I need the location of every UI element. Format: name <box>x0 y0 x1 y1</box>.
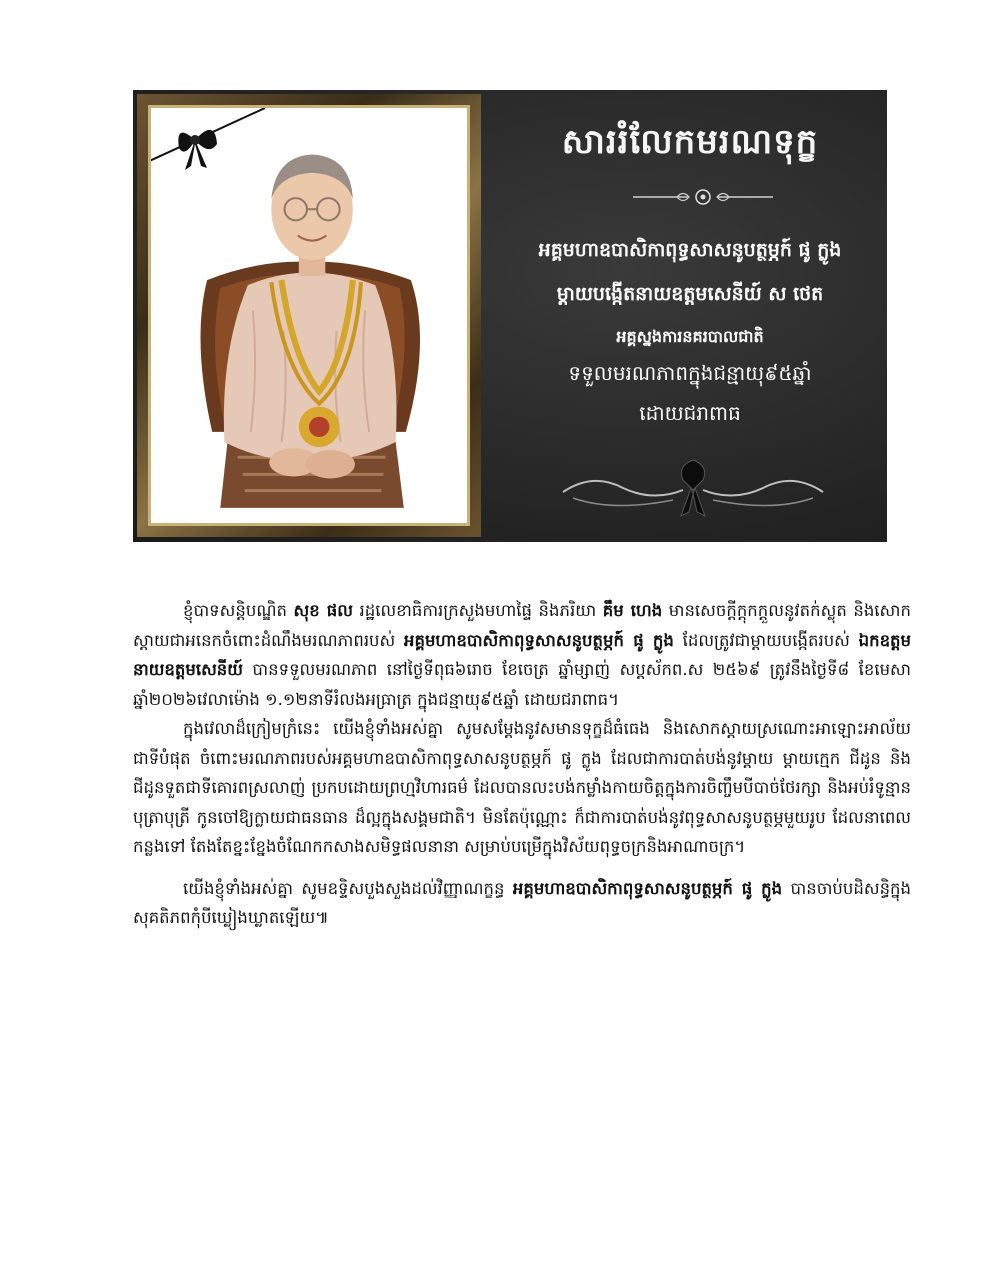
divider-ornament-icon <box>633 186 773 208</box>
sender-name: សុខ ផល <box>293 601 353 620</box>
portrait-frame-inner <box>148 105 470 526</box>
black-ribbon-icon <box>148 108 265 188</box>
letter-text: យើងខ្ញុំទាំងអស់គ្នា សូមឧទ្ទិសបួងសួងដល់វិញ្ញាណក្ខន្ធ <box>183 878 513 898</box>
deceased-name: អគ្គមហាឧបាសិកាពុទ្ធសាសនូបត្ថម្ភក៍ ផូ ក្លូង <box>404 630 674 650</box>
letter-paragraph-1 <box>133 596 911 714</box>
son-title: ឯកឧត្តមនាយឧត្តមសេនីយ៍ <box>133 630 912 679</box>
banner-line-relation: ម្តាយបង្កើតនាយឧត្តមសេនីយ៍ ស ថេត <box>556 283 824 305</box>
banner-line-age: ទទួលមរណភាពក្នុងជន្មាយុ៩៥ឆ្នាំ <box>568 361 812 385</box>
banner-text-panel <box>493 90 887 542</box>
letter-paragraph-2: ក្នុងវេលាដ៏ក្រៀមក្រំនេះ យើងខ្ញុំទាំងអស់គ្នា សូមសម្តែងនូវសមានទុក្ខដ៏ធំធេង និងសោកស្តាយស្រណោះអាឡោះអាល័យជាទីបំផុត ចំពោះមរណភាពរបស់អគ្គមហាឧបាសិកាពុទ្ធសាសនូបត្ថម្ភក៍ ផូ ក្លូង ដែលជាការបាត់បង់នូវម្តាយ ម្តាយក្មេក ជីដូន និងជីដូនទួតជាទីគោរពស្រលាញ់ ប្រកបដោយព្រហ្មវិហារធម៌ ដែលបានលះបង់កម្លាំងកាយចិត្តក្នុងការចិញ្ចឹមបីបាច់ថែរក្សា និងអប់រំទូន្មានបុត្រាបុត្រី កូនចៅឱ្យក្លាយជាធនធាន ដ៏ល្អក្នុងសង្គមជាតិ។ មិនតែប៉ុណ្ណោះ ក៏ជាការបាត់បង់នូវពុទ្ធសាសនូបត្ថម្ភមួយរូប ដែលនាពេលកន្លងទៅ តែងតែខ្នះខ្នែងចំណែកកសាងសមិទ្ធផលនានា សម្រាប់បម្រើក្នុងវិស័យពុទ្ធចក្រនិងអាណាចក្រ។ <box>133 719 911 856</box>
letter-text: ខ្ញុំបាទសន្តិបណ្ឌិត <box>183 601 294 620</box>
spouse-name: គឹម ហេង <box>602 601 663 620</box>
letter-text: បានចាប់បដិសន្ធិក្នុងសុគតិភពកុំបីឃ្លៀងឃ្លាតឡើយ៕ <box>133 878 911 927</box>
banner-line-position: អគ្គស្នងការនគរបាលជាតិ <box>616 327 764 346</box>
letter-paragraph-3 <box>133 874 911 933</box>
mourning-ribbon-icon <box>553 452 833 522</box>
condolence-letter <box>133 596 911 933</box>
deceased-name: អគ្គមហាឧបាសិកាពុទ្ធសាសនូបត្ថម្ភក៍ ផូ ក្លូង <box>512 878 783 898</box>
banner-line-deceased: អគ្គមហាឧបាសិកាពុទ្ធសាសនូបត្ថម្ភក៍ ផូ ក្លូង <box>538 239 842 261</box>
letter-text: ដែលត្រូវជាម្តាយបង្កើតរបស់ <box>673 630 859 650</box>
letter-text: បានទទួលមរណភាព នៅថ្ងៃទីពុធ៦រោច ខែចេត្រ ឆ្នាំម្សាញ់ សប្តស័ក​ព.ស ២៥៦៩ ត្រូវនឹងថ្ងៃទី៨ ខែមេសា ឆ្នាំ២០២៦វេលាម៉ោង ១.១២នាទីរំលងអធ្រាត្រ ក្នុងជន្មាយុ៩៥ឆ្នាំ ដោយជរាពាធ។ <box>133 660 911 709</box>
letter-text: មានសេចក្តីក្តុកក្តួលនូវតក់ស្លុត និងសោកស្តាយជាអនេកចំពោះដំណឹងមរណភាពរបស់ <box>133 601 911 650</box>
banner-line-cause: ដោយជរាពាធ <box>639 401 741 425</box>
condolence-banner <box>133 90 887 542</box>
letter-text: រដ្ឋលេខាធិការក្រសួងមហាផ្ទៃ និងភរិយា <box>352 601 603 620</box>
portrait-frame <box>137 94 481 537</box>
banner-title: សាររំលែកមរណទុក្ខ <box>561 122 819 162</box>
